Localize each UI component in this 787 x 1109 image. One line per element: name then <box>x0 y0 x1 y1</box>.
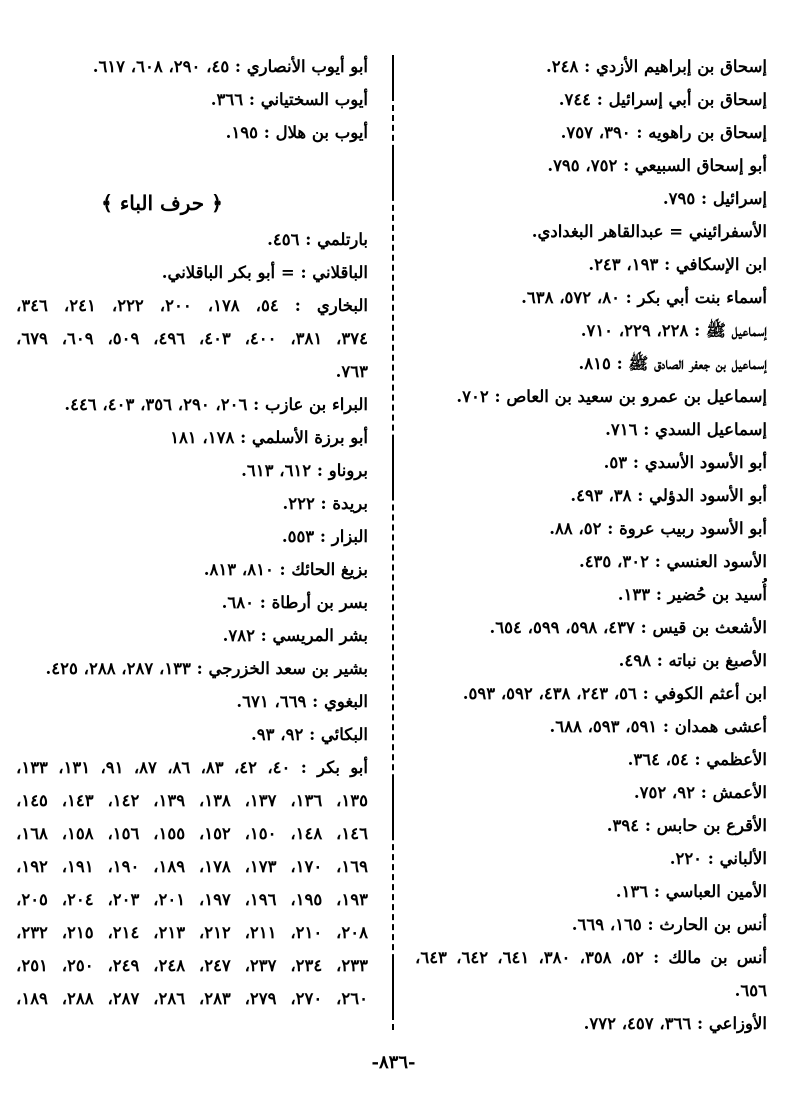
index-entry: أبو برزة الأسلمي : ١٧٨، ١٨١ <box>170 428 368 447</box>
index-entry: أسماء بنت أبي بكر : ٨٠، ٥٧٢، ٦٣٨. <box>521 288 767 307</box>
index-entry: ابن أعثم الكوفي : ٥٦، ٢٤٣، ٤٣٨، ٥٩٢، ٥٩٣. <box>462 684 767 703</box>
index-entry: البخاري : ٥٤، ١٧٨، ٢٠٠، ٢٢٢، ٢٤١، ٣٤٦، <box>16 296 368 315</box>
index-entry: إسحاق بن إبراهيم الأزدي : ٢٤٨. <box>546 57 767 76</box>
section-heading: ﴿ حرف الباء ﴾ <box>101 191 223 215</box>
index-entry-continuation: ٢٦٠، ٢٧٠، ٢٧٩، ٢٨٣، ٢٨٦، ٢٨٧، ٢٨٨، ١٨٩، <box>16 989 368 1008</box>
index-entry: إسماعيل بن عمرو بن سعيد بن العاص : ٧٠٢. <box>456 387 767 406</box>
index-entry: الأعمش : ٩٢، ٧٥٢. <box>633 783 767 802</box>
index-entry: أيوب بن هلال : ١٩٥. <box>225 123 368 142</box>
index-entry: بشر المريسي : ٧٨٢. <box>222 626 368 645</box>
column-divider-segment <box>392 150 394 200</box>
index-entry: أنس بن الحارث : ١٦٥، ٦٦٩. <box>571 915 767 934</box>
index-entry-continuation: ٦٥٦. <box>734 981 767 1000</box>
index-entry: الألباني : ٢٢٠. <box>669 849 767 868</box>
index-entry: إسحاق بن راهويه : ٣٩٠، ٧٥٧. <box>560 123 767 142</box>
index-entry: أبو إسحاق السبيعي : ٧٥٢، ٧٩٥. <box>547 156 767 175</box>
column-divider-segment <box>392 60 394 100</box>
index-entry: الأمين العباسي : ١٣٦. <box>615 882 767 901</box>
column-divider-segment <box>392 960 394 1020</box>
index-entry-continuation: ٢٠٨، ٢١٠، ٢١١، ٢١٢، ٢١٣، ٢١٤، ٢١٥، ٢٣٢، <box>16 923 368 942</box>
index-entry: أبو الأسود الأسدي : ٥٣. <box>603 453 767 472</box>
index-entry: إسماعيل بن جعفر الصادق ﷺ : ٨١٥. <box>578 354 767 373</box>
left-column <box>16 50 368 1015</box>
index-entry: بروناو : ٦١٢، ٦١٣. <box>241 461 368 480</box>
index-entry: البغوي : ٦٦٩، ٦٧١. <box>236 692 368 711</box>
index-entry: أعشى همدان : ٥٩١، ٥٩٣، ٦٨٨. <box>549 717 767 736</box>
index-entry: الأسفرائيني = عبدالقاهر البغدادي. <box>531 222 767 241</box>
index-entry: إسماعيل ﷺ : ٢٢٨، ٢٢٩، ٧١٠. <box>580 321 767 340</box>
index-entry: بزيغ الحائك : ٨١٠، ٨١٣. <box>203 560 368 579</box>
index-entry: بسر بن أرطاة : ٦٨٠. <box>221 593 368 612</box>
index-entry: الأشعث بن قيس : ٤٣٧، ٥٩٨، ٥٩٩، ٦٥٤. <box>489 618 767 637</box>
index-entry: أبو الأسود ربيب عروة : ٥٢، ٨٨. <box>549 519 767 538</box>
right-column <box>415 50 767 1040</box>
index-entry-continuation: ٢٣٣، ٢٣٤، ٢٣٧، ٢٤٧، ٢٤٨، ٢٤٩، ٢٥٠، ٢٥١، <box>16 956 368 975</box>
index-entry: أيوب السختياني : ٣٦٦. <box>210 90 368 109</box>
index-entry-continuation: ١٣٥، ١٣٦، ١٣٧، ١٣٨، ١٣٩، ١٤٢، ١٤٣، ١٤٥، <box>16 791 368 810</box>
index-entry: الأصبغ بن نباته : ٤٩٨. <box>618 651 767 670</box>
index-entry: أنس بن مالك : ٥٢، ٣٥٨، ٣٨٠، ٦٤١، ٦٤٢، ٦٤٣، <box>415 948 767 967</box>
index-entry: الأقرع بن حابس : ٣٩٤. <box>606 816 767 835</box>
index-entry: أبو أيوب الأنصاري : ٤٥، ٢٩٠، ٦٠٨، ٦١٧. <box>92 57 368 76</box>
index-entry: إسحاق بن أبي إسرائيل : ٧٤٤. <box>558 90 767 109</box>
index-entry-continuation: ١٦٩، ١٧٠، ١٧٣، ١٧٨، ١٨٩، ١٩٠، ١٩١، ١٩٢، <box>16 857 368 876</box>
index-entry-continuation: ١٤٦، ١٤٨، ١٥٠، ١٥٢، ١٥٥، ١٥٦، ١٥٨، ١٦٨، <box>16 824 368 843</box>
page-number: -٨٣٦- <box>371 1052 416 1073</box>
index-entry: بريدة : ٢٢٢. <box>282 494 368 513</box>
index-entry: البزار : ٥٥٣. <box>281 527 368 546</box>
index-entry: البراء بن عازب : ٢٠٦، ٢٩٠، ٣٥٦، ٤٠٣، ٤٤٦. <box>64 395 368 414</box>
index-entry: أبو بكر : ٤٠، ٤٢، ٨٣، ٨٦، ٨٧، ٩١، ١٣١، ١٣٣، <box>16 758 368 777</box>
index-entry: الأوزاعي : ٣٦٦، ٤٥٧، ٧٧٢. <box>583 1014 767 1033</box>
index-entry: بارتلمي : ٤٥٦. <box>267 230 368 249</box>
index-entry-continuation: ٧٦٣. <box>335 362 368 381</box>
index-entry-continuation: ١٩٣، ١٩٥، ١٩٦، ١٩٧، ٢٠١، ٢٠٣، ٢٠٤، ٢٠٥، <box>16 890 368 909</box>
index-entry: الأسود العنسي : ٣٠٢، ٤٣٥. <box>578 552 767 571</box>
index-entry: الباقلاني : = أبو بكر الباقلاني. <box>161 263 368 282</box>
index-entry: إسرائيل : ٧٩٥. <box>662 189 767 208</box>
column-divider-segment <box>392 780 394 840</box>
column-divider-segment <box>392 440 394 500</box>
index-entry: البكائي : ٩٢، ٩٣. <box>251 725 368 744</box>
index-entry: ابن الإسكافي : ١٩٣، ٢٤٣. <box>588 255 767 274</box>
index-entry: بشير بن سعد الخزرجي : ١٣٣، ٢٨٧، ٢٨٨، ٤٢٥. <box>45 659 368 678</box>
index-entry: أبو الأسود الدؤلي : ٣٨، ٤٩٣. <box>570 486 767 505</box>
index-entry-continuation: ٣٧٤، ٣٨١، ٤٠٠، ٤٠٣، ٤٩٦، ٥٠٩، ٦٠٩، ٦٧٩، <box>16 329 368 348</box>
index-entry: أُسيد بن حُضير : ١٣٣. <box>617 585 767 604</box>
index-entry: الأعظمي : ٥٤، ٣٦٤. <box>627 750 767 769</box>
index-entry: إسماعيل السدي : ٧١٦. <box>605 420 767 439</box>
column-divider <box>392 55 394 1030</box>
